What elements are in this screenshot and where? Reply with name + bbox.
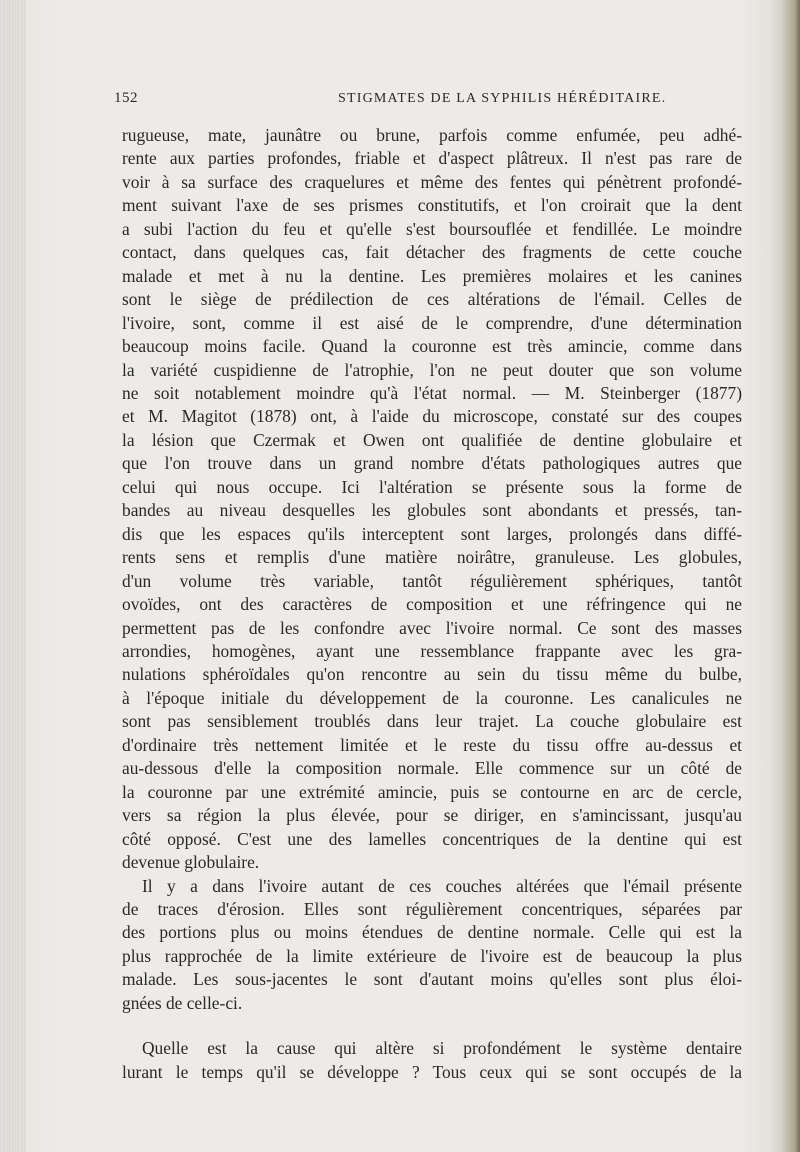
text-line: voir à sa surface des craquelures et même des fentes qui pénètrent profondé- [122,171,742,192]
text-line: la variété cuspidienne de l'atrophie, l'on ne peut douter que son volume [122,359,742,380]
text-line: dis que les espaces qu'ils interceptent sont larges, prolongés dans diffé- [122,523,742,544]
text-line: Il y a dans l'ivoire autant de ces couches altérées que l'émail présente [142,875,742,896]
text-line: gnées de celle-ci. [122,992,243,1013]
body-text [122,124,742,1084]
text-line: rents sens et remplis d'une matière noirâtre, granuleuse. Les globules, [122,547,742,568]
text-line: sont pas sensiblement troublés dans leur trajet. La couche globulaire est [122,711,742,732]
text-line: contact, dans quelques cas, fait détacher des fragments de cette couche [122,242,742,263]
paragraph-1 [122,124,742,875]
text-line: la lésion que Czermak et Owen ont qualifiée de dentine globulaire et [122,429,742,450]
text-line: nulations sphéroïdales qu'on rencontre au sein du tissu même du bulbe, [122,664,742,685]
text-line: sont le siège de prédilection de ces altérations de l'émail. Celles de [122,289,742,310]
text-line: malade et met à nu la dentine. Les premières molaires et les canines [122,265,742,286]
paragraph-spacer [122,1015,742,1037]
text-line: ne soit notablement moindre qu'à l'état normal. — M. Steinberger (1877) [122,382,742,403]
text-line: des portions plus ou moins étendues de dentine normale. Celle qui est la [122,922,742,943]
text-line: que l'on trouve dans un grand nombre d'états pathologiques autres que [122,453,742,474]
text-line: beaucoup moins facile. Quand la couronne est très amincie, comme dans [122,336,742,357]
text-line: Quelle est la cause qui altère si profondément le système dentaire [142,1038,742,1059]
paragraph-2 [122,875,742,1016]
running-header [114,90,736,116]
paragraph-3 [122,1037,742,1084]
text-line: a subi l'action du feu et qu'elle s'est boursouflée et fendillée. Le moindre [122,218,742,239]
text-line: rente aux parties profondes, friable et d'aspect plâtreux. Il n'est pas rare de [122,148,742,169]
text-line: et M. Magitot (1878) ont, à l'aide du microscope, constaté sur des coupes [122,406,742,427]
text-line: bandes au niveau desquelles les globules sont abondants et pressés, tan- [122,500,742,521]
text-line: d'ordinaire très nettement limitée et le reste du tissu offre au-dessus et [122,734,742,755]
text-line: permettent pas de les confondre avec l'ivoire normal. Ce sont des masses [122,617,742,638]
page-number: 152 [114,90,138,106]
text-line: plus rapprochée de la limite extérieure de l'ivoire est de beaucoup la plus [122,945,742,966]
text-line: vers sa région la plus élevée, pour se diriger, en s'amincissant, jusqu'au [122,805,742,826]
page-edge-shadow [782,0,800,1152]
text-line: d'un volume très variable, tantôt régulièrement sphériques, tantôt [122,570,742,591]
text-line: côté opposé. C'est une des lamelles concentriques de la dentine qui est [122,828,742,849]
text-line: ovoïdes, ont des caractères de composition et une réfringence qui ne [122,594,742,615]
text-line: lurant le temps qu'il se développe ? Tous ceux qui se sont occupés de la [122,1061,742,1082]
text-line: de traces d'érosion. Elles sont régulièrement concentriques, séparées par [122,898,742,919]
text-line: malade. Les sous-jacentes le sont d'autant moins qu'elles sont plus éloi- [122,969,742,990]
text-line: l'ivoire, sont, comme il est aisé de le comprendre, d'une détermination [122,312,742,333]
text-line: celui qui nous occupe. Ici l'altération se présente sous la forme de [122,476,742,497]
text-line: à l'époque initiale du développement de la couronne. Les canalicules ne [122,687,742,708]
binding-gutter [0,0,26,1152]
text-line: au-dessous d'elle la composition normale. Elle commence sur un côté de [122,758,742,779]
text-line: rugueuse, mate, jaunâtre ou brune, parfois comme enfumée, peu adhé- [122,125,742,145]
text-line: ment suivant l'axe de ses prismes constitutifs, et l'on croirait que la dent [122,195,742,216]
text-line: arrondies, homogènes, ayant une ressemblance frappante avec les gra- [122,640,742,661]
running-title: STIGMATES DE LA SYPHILIS HÉRÉDITAIRE. [338,91,667,106]
text-line: la couronne par une extrémité amincie, puis se contourne en arc de cercle, [122,781,742,802]
text-line: devenue globulaire. [122,852,260,873]
